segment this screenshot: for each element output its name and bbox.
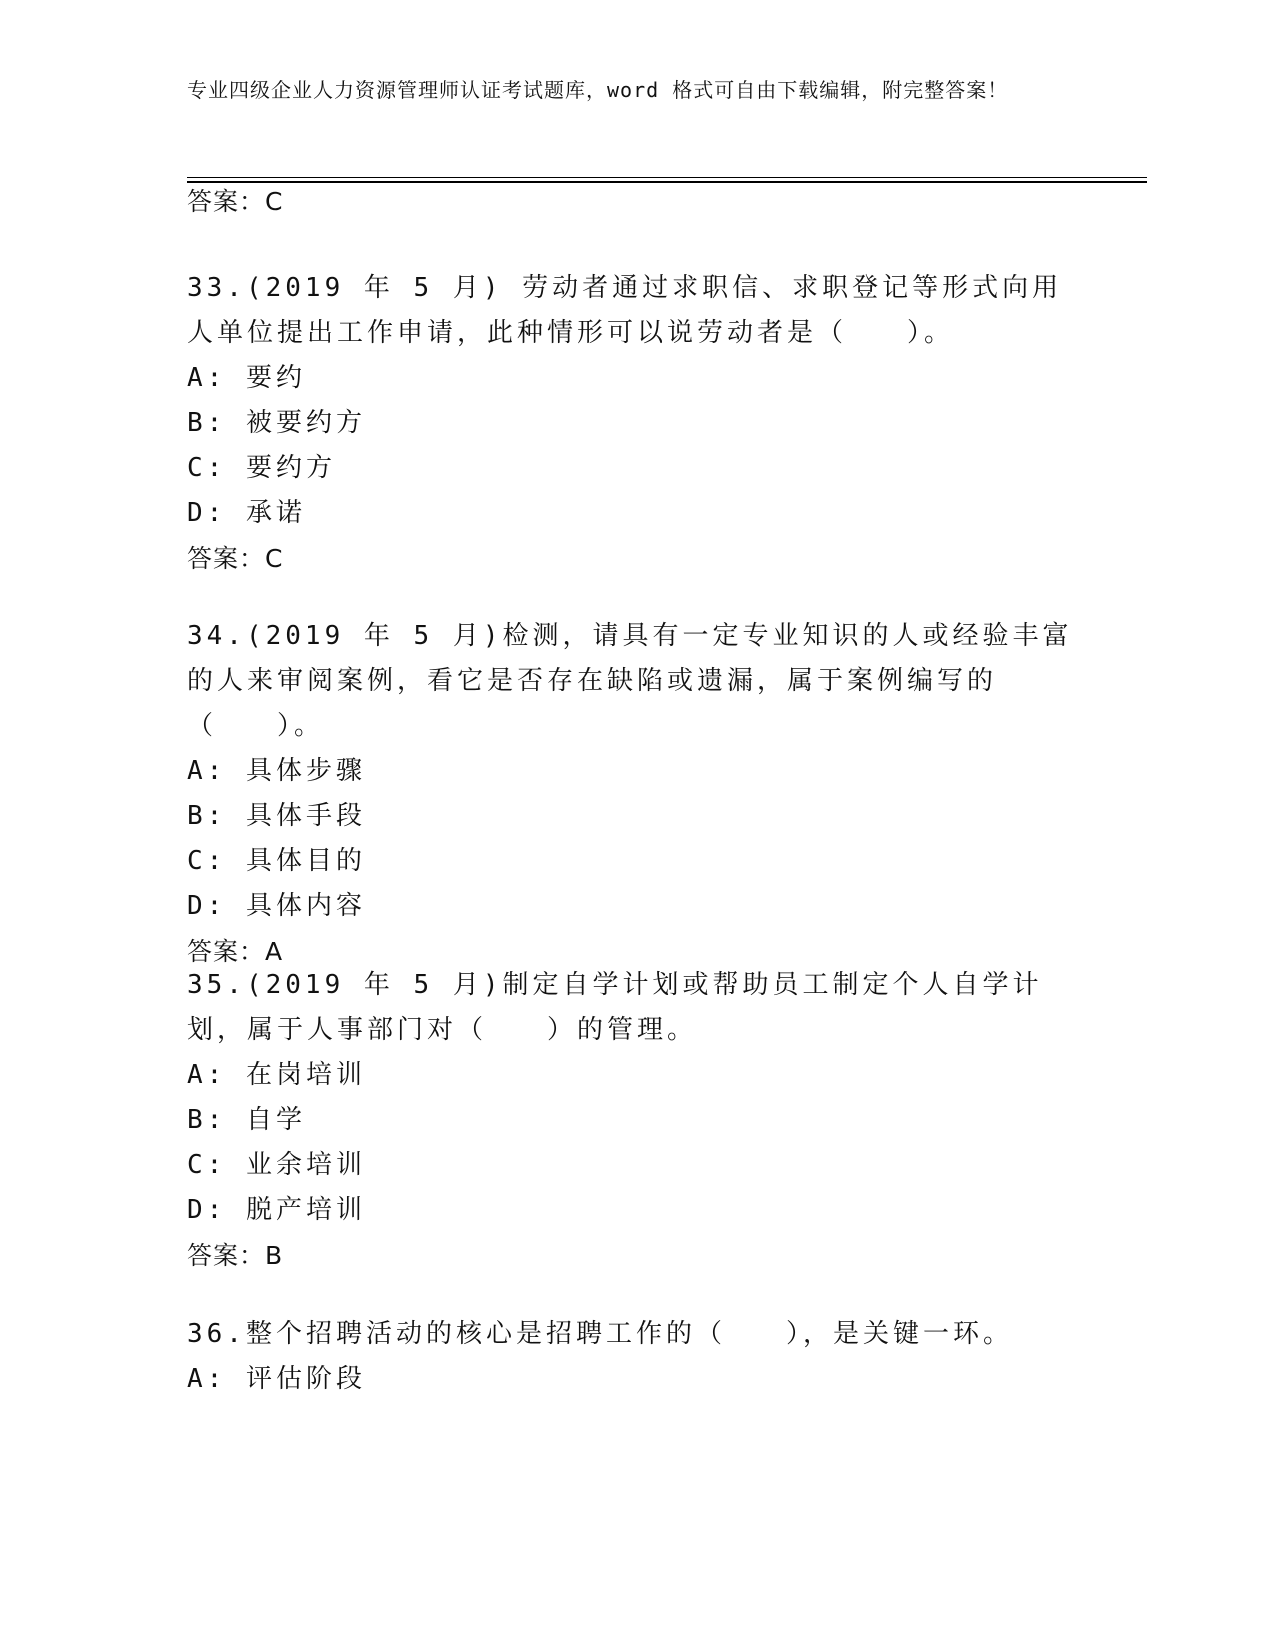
- header-note: 专业四级企业人力资源管理师认证考试题库，word 格式可自由下载编辑，附完整答案！: [187, 78, 1009, 102]
- option-b: B: 被要约方: [187, 408, 366, 438]
- question-stem: 36.整个招聘活动的核心是招聘工作的（ ），是关键一环。: [187, 1319, 1013, 1349]
- question-stem: 35.(2019 年 5 月)制定自学计划或帮助员工制定个人自学计划，属于人事部门对（ ）的管理。: [187, 970, 1043, 1045]
- answer: 答案：B: [187, 1241, 284, 1270]
- option-c: C: 业余培训: [187, 1150, 366, 1180]
- question-35: [187, 963, 1087, 1278]
- option-c: C: 要约方: [187, 453, 336, 483]
- answer: 答案：A: [187, 937, 284, 966]
- option-b: B: 具体手段: [187, 801, 366, 831]
- question-33: [187, 266, 1087, 581]
- option-b: B: 自学: [187, 1105, 306, 1135]
- option-c: C: 具体目的: [187, 846, 366, 876]
- header-divider: [187, 177, 1147, 183]
- option-a: A: 在岗培训: [187, 1060, 366, 1090]
- option-d: D: 脱产培训: [187, 1195, 366, 1225]
- option-a: A: 要约: [187, 363, 306, 393]
- question-34: [187, 614, 1087, 974]
- question-stem: 34.(2019 年 5 月)检测，请具有一定专业知识的人或经验丰富的人来审阅案例，看它是否存在缺陷或遗漏，属于案例编写的（ ）。: [187, 621, 1073, 741]
- option-a: A: 评估阶段: [187, 1364, 366, 1394]
- option-a: A: 具体步骤: [187, 756, 366, 786]
- answer: 答案：C: [187, 544, 284, 573]
- question-36: [187, 1312, 1087, 1402]
- option-d: D: 承诺: [187, 498, 306, 528]
- question-stem: 33.(2019 年 5 月) 劳动者通过求职信、求职登记等形式向用人单位提出工作申请，此种情形可以说劳动者是（ ）。: [187, 273, 1063, 348]
- option-d: D: 具体内容: [187, 891, 366, 921]
- previous-answer: 答案：C: [187, 187, 284, 216]
